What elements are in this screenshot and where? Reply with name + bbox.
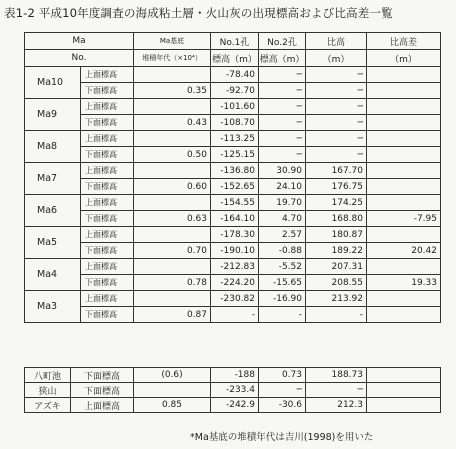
no1-cell: -230.82 xyxy=(211,291,259,307)
table-row xyxy=(25,163,441,179)
diff-cell xyxy=(367,259,441,275)
ma-number: Ma4 xyxy=(25,259,81,291)
rel-cell: ─ xyxy=(306,115,367,131)
diff-cell xyxy=(367,291,441,307)
diff-cell xyxy=(367,227,441,243)
no2-cell: 19.70 xyxy=(259,195,306,211)
diff-cell xyxy=(367,307,441,323)
table-title: 表1-2 平成10年度調査の海成粘土層・火山灰の出現標高および比高差一覧 xyxy=(4,6,393,20)
position-cell: 上面標高 xyxy=(81,67,134,83)
no1-cell: -224.20 xyxy=(211,275,259,291)
age-cell: 0.35 xyxy=(134,83,211,99)
age-cell: (0.6) xyxy=(134,368,211,383)
no2-cell: ─ xyxy=(259,131,306,147)
position-cell: 下面標高 xyxy=(81,115,134,131)
age-cell xyxy=(134,227,211,243)
no2-cell: -0.88 xyxy=(259,243,306,259)
rel-cell: 188.73 xyxy=(306,368,367,383)
position-cell: 下面標高 xyxy=(81,243,134,259)
age-cell: 0.78 xyxy=(134,275,211,291)
diff-cell xyxy=(367,195,441,211)
diff-cell xyxy=(367,115,441,131)
position-cell: 上面標高 xyxy=(81,259,134,275)
no2-cell: -15.65 xyxy=(259,275,306,291)
age-cell: 0.85 xyxy=(134,398,211,413)
age-cell xyxy=(134,163,211,179)
age-cell: 0.87 xyxy=(134,307,211,323)
table-row xyxy=(25,115,441,131)
position-cell: 下面標高 xyxy=(81,307,134,323)
no1-cell: -188 xyxy=(211,368,259,383)
position-cell: 下面標高 xyxy=(81,179,134,195)
diff-cell xyxy=(367,99,441,115)
position-cell: 下面標高 xyxy=(71,383,134,398)
header-diff-unit: （m） xyxy=(367,50,441,67)
header-rel-unit: （m） xyxy=(306,50,367,67)
ma-number: Ma3 xyxy=(25,291,81,323)
diff-cell: -7.95 xyxy=(367,211,441,227)
no2-cell: ─ xyxy=(259,83,306,99)
rel-cell: 167.70 xyxy=(306,163,367,179)
age-cell: 0.63 xyxy=(134,211,211,227)
diff-cell xyxy=(367,67,441,83)
main-table xyxy=(24,32,441,323)
no1-cell: -113.25 xyxy=(211,131,259,147)
no2-cell: -5.52 xyxy=(259,259,306,275)
header-no1-unit: 標高（m） xyxy=(211,50,259,67)
no1-cell: -92.70 xyxy=(211,83,259,99)
rel-cell: 176.75 xyxy=(306,179,367,195)
ash-name: 狭山 xyxy=(25,383,71,398)
no2-cell: 2.57 xyxy=(259,227,306,243)
table-row xyxy=(25,259,441,275)
age-cell: 0.50 xyxy=(134,147,211,163)
footnote: *Ma基底の堆積年代は吉川(1998)を用いた xyxy=(190,432,374,443)
table-row xyxy=(25,179,441,195)
header-rel: 比高 xyxy=(306,33,367,50)
no2-cell: ─ xyxy=(259,115,306,131)
age-cell xyxy=(134,259,211,275)
position-cell: 上面標高 xyxy=(81,163,134,179)
rel-cell: 207.31 xyxy=(306,259,367,275)
header-ma: Ma xyxy=(25,33,134,50)
position-cell: 下面標高 xyxy=(81,211,134,227)
age-cell: 0.43 xyxy=(134,115,211,131)
rel-cell: 189.22 xyxy=(306,243,367,259)
header-no: No. xyxy=(25,50,134,67)
rel-cell: 213.92 xyxy=(306,291,367,307)
position-cell: 上面標高 xyxy=(71,398,134,413)
header-age-unit: 堆積年代（×10⁴） xyxy=(134,50,211,67)
no2-cell: 4.70 xyxy=(259,211,306,227)
rel-cell: 174.25 xyxy=(306,195,367,211)
rel-cell: ─ xyxy=(306,383,367,398)
ma-number: Ma5 xyxy=(25,227,81,259)
diff-cell xyxy=(367,368,441,383)
no2-cell: 0.73 xyxy=(259,368,306,383)
diff-cell xyxy=(367,131,441,147)
no1-cell: -190.10 xyxy=(211,243,259,259)
ash-table xyxy=(24,367,441,413)
ash-row xyxy=(25,368,441,383)
no1-cell: -178.30 xyxy=(211,227,259,243)
no2-cell: ─ xyxy=(259,67,306,83)
age-cell xyxy=(134,131,211,147)
age-cell: 0.60 xyxy=(134,179,211,195)
no1-cell: -154.55 xyxy=(211,195,259,211)
age-cell xyxy=(134,67,211,83)
diff-cell xyxy=(367,147,441,163)
diff-cell xyxy=(367,383,441,398)
no2-cell: 30.90 xyxy=(259,163,306,179)
rel-cell: 212.3 xyxy=(306,398,367,413)
table-row xyxy=(25,147,441,163)
position-cell: 上面標高 xyxy=(81,291,134,307)
header-no1: No.1孔 xyxy=(211,33,259,50)
ash-row xyxy=(25,398,441,413)
table-row xyxy=(25,291,441,307)
no1-cell: -242.9 xyxy=(211,398,259,413)
no1-cell: -152.65 xyxy=(211,179,259,195)
ash-row xyxy=(25,383,441,398)
table-row xyxy=(25,99,441,115)
table-row xyxy=(25,67,441,83)
ma-number: Ma10 xyxy=(25,67,81,99)
no1-cell: -233.4 xyxy=(211,383,259,398)
diff-cell xyxy=(367,163,441,179)
no2-cell: 24.10 xyxy=(259,179,306,195)
no1-cell: - xyxy=(211,307,259,323)
position-cell: 上面標高 xyxy=(81,99,134,115)
age-cell xyxy=(134,99,211,115)
rel-cell: ─ xyxy=(306,67,367,83)
table-row xyxy=(25,195,441,211)
table-row xyxy=(25,243,441,259)
age-cell: 0.70 xyxy=(134,243,211,259)
ma-number: Ma8 xyxy=(25,131,81,163)
header-age: Ma基底 xyxy=(134,33,211,50)
no1-cell: -212.83 xyxy=(211,259,259,275)
position-cell: 上面標高 xyxy=(81,195,134,211)
no2-cell: ─ xyxy=(259,99,306,115)
age-cell xyxy=(134,291,211,307)
table-row xyxy=(25,307,441,323)
table-row xyxy=(25,227,441,243)
table-row xyxy=(25,275,441,291)
no1-cell: -108.70 xyxy=(211,115,259,131)
header-no2-unit: 標高（m） xyxy=(259,50,306,67)
ma-number: Ma9 xyxy=(25,99,81,131)
no1-cell: -125.15 xyxy=(211,147,259,163)
diff-cell xyxy=(367,179,441,195)
ash-name: 八町池 xyxy=(25,368,71,383)
table-row xyxy=(25,211,441,227)
position-cell: 上面標高 xyxy=(81,131,134,147)
no1-cell: -101.60 xyxy=(211,99,259,115)
no1-cell: -78.40 xyxy=(211,67,259,83)
ma-number: Ma7 xyxy=(25,163,81,195)
rel-cell: ─ xyxy=(306,147,367,163)
no2-cell: -16.90 xyxy=(259,291,306,307)
ma-number: Ma6 xyxy=(25,195,81,227)
header-row-bottom xyxy=(25,50,441,67)
no1-cell: -164.10 xyxy=(211,211,259,227)
table-row xyxy=(25,83,441,99)
no2-cell: - xyxy=(259,307,306,323)
no1-cell: -136.80 xyxy=(211,163,259,179)
position-cell: 上面標高 xyxy=(81,227,134,243)
rel-cell: - xyxy=(306,307,367,323)
rel-cell: ─ xyxy=(306,99,367,115)
header-no2: No.2孔 xyxy=(259,33,306,50)
rel-cell: ─ xyxy=(306,83,367,99)
position-cell: 下面標高 xyxy=(71,368,134,383)
no2-cell: -30.6 xyxy=(259,398,306,413)
diff-cell: 19.33 xyxy=(367,275,441,291)
no2-cell: ─ xyxy=(259,147,306,163)
rel-cell: 168.80 xyxy=(306,211,367,227)
position-cell: 下面標高 xyxy=(81,147,134,163)
ash-name: アズキ xyxy=(25,398,71,413)
header-row-top xyxy=(25,33,441,50)
diff-cell xyxy=(367,83,441,99)
position-cell: 下面標高 xyxy=(81,275,134,291)
rel-cell: 208.55 xyxy=(306,275,367,291)
rel-cell: 180.87 xyxy=(306,227,367,243)
diff-cell xyxy=(367,398,441,413)
header-diff: 比高差 xyxy=(367,33,441,50)
no2-cell: ─ xyxy=(259,383,306,398)
table-row xyxy=(25,131,441,147)
rel-cell: ─ xyxy=(306,131,367,147)
position-cell: 下面標高 xyxy=(81,83,134,99)
age-cell xyxy=(134,195,211,211)
age-cell xyxy=(134,383,211,398)
diff-cell: 20.42 xyxy=(367,243,441,259)
